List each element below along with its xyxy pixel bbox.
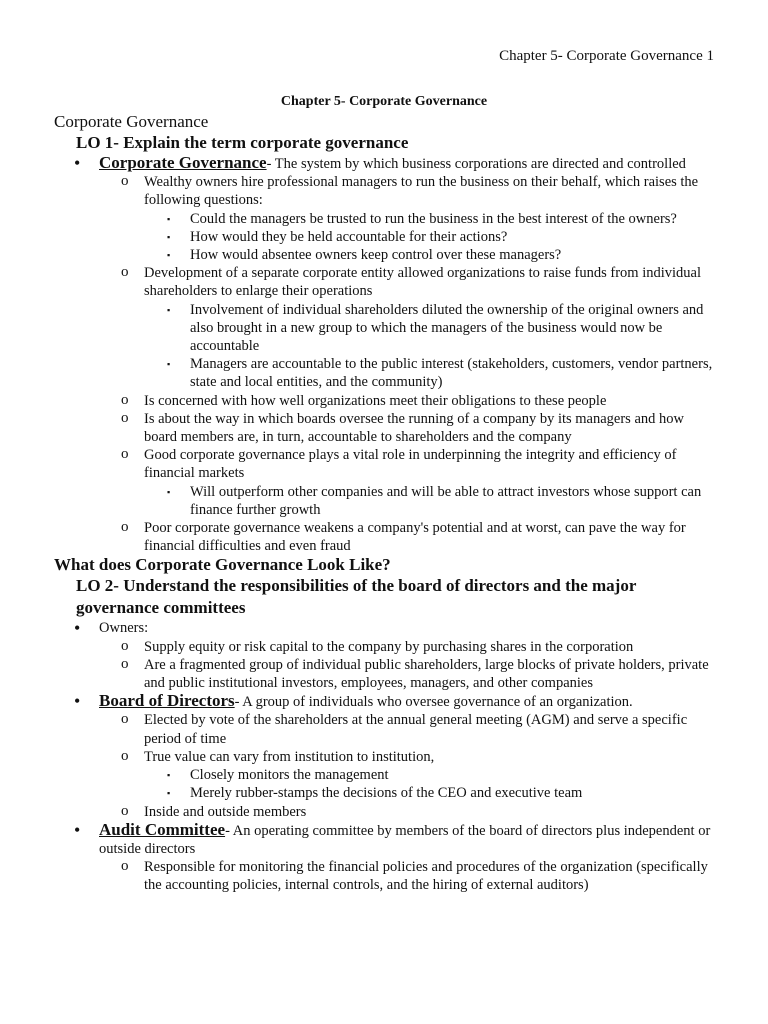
sub-sub-bullet-item	[54, 483, 714, 519]
sub-sub-bullet-item	[54, 301, 714, 356]
item-text: Supply equity or risk capital to the company by purchasing shares in the corporation	[144, 638, 634, 655]
circle-bullet-icon: o	[121, 858, 129, 875]
item-text: - The system by which business corporations are directed and controlled	[266, 156, 686, 172]
sub-sub-bullet-item	[54, 246, 714, 264]
item-text: Poor corporate governance weakens a company's potential and at worst, can pave the way for financial difficulties and even fraud	[144, 520, 686, 555]
item-text: True value can vary from institution to institution,	[144, 748, 435, 765]
item-text: Managers are accountable to the public interest (stakeholders, customers, vendor partners, state and local entities, and the community)	[190, 356, 713, 391]
item-text: Inside and outside members	[144, 803, 307, 820]
item-text: How would they be held accountable for their actions?	[190, 228, 508, 245]
circle-bullet-icon: o	[121, 173, 129, 190]
item-text: Development of a separate corporate entity allowed organizations to raise funds from individual shareholders to enlarge their operations	[144, 265, 701, 300]
sub-sub-bullet-item	[54, 784, 714, 802]
item-text: How would absentee owners keep control over these managers?	[190, 247, 562, 264]
item-text: - An operating committee by members of the board of directors plus independent or outside directors	[99, 822, 711, 857]
circle-bullet-icon: o	[121, 264, 129, 281]
bullet-icon: •	[74, 819, 81, 840]
learning-objective-heading: LO 2- Understand the responsibilities of the board of directors and the major governance committees	[76, 576, 637, 618]
learning-objective-heading: LO 1- Explain the term corporate governance	[76, 133, 409, 152]
document-body	[54, 112, 714, 895]
sub-sub-bullet-item	[54, 355, 714, 391]
bullet-item	[54, 619, 714, 637]
defined-term: Audit Committee	[99, 819, 226, 839]
bullet-item	[54, 692, 714, 711]
item-text: - A group of individuals who oversee governance of an organization.	[234, 694, 633, 711]
bullet-item	[54, 154, 714, 173]
circle-bullet-icon: o	[121, 446, 129, 463]
circle-bullet-icon: o	[121, 409, 129, 426]
sub-bullet-item	[54, 173, 714, 209]
square-bullet-icon: ▪	[167, 788, 171, 799]
circle-bullet-icon: o	[121, 747, 129, 764]
bullet-icon: •	[74, 691, 81, 712]
sub-bullet-item	[54, 638, 714, 656]
item-text: Is concerned with how well organizations meet their obligations to these people	[144, 392, 607, 409]
item-text: Owners:	[99, 620, 149, 637]
bullet-icon: •	[74, 618, 81, 639]
item-text: Closely monitors the management	[190, 767, 389, 784]
square-bullet-icon: ▪	[167, 250, 171, 261]
circle-bullet-icon: o	[121, 802, 129, 819]
square-bullet-icon: ▪	[167, 486, 171, 497]
bullet-icon: •	[74, 153, 81, 173]
sub-sub-bullet-item	[54, 228, 714, 246]
item-text: Elected by vote of the shareholders at the annual general meeting (AGM) and serve a specific period of time	[144, 712, 688, 747]
circle-bullet-icon: o	[121, 391, 129, 408]
defined-term: Board of Directors	[99, 691, 235, 711]
defined-term: Corporate Governance	[99, 153, 267, 172]
sub-bullet-item	[54, 656, 714, 692]
sub-bullet-item	[54, 392, 714, 410]
circle-bullet-icon: o	[121, 637, 129, 654]
sub-bullet-item	[54, 711, 714, 747]
sub-bullet-item	[54, 446, 714, 482]
item-text: Responsible for monitoring the financial policies and procedures of the organization (specifically the accounting policies, internal controls, and the hiring of external auditors)	[144, 859, 708, 894]
item-text: Involvement of individual shareholders diluted the ownership of the original owners and also brought in a new group to which the managers of the business would now be accountable	[190, 301, 704, 355]
sub-bullet-item	[54, 748, 714, 766]
item-text: Are a fragmented group of individual public shareholders, large blocks of private holders, private and public institutional investors, employees, managers, and other companies	[144, 656, 709, 692]
square-bullet-icon: ▪	[167, 770, 171, 781]
item-text: Is about the way in which boards oversee the running of a company by its managers and how board members are, in turn, accountable to shareholders and the company	[144, 410, 684, 446]
item-text: Good corporate governance plays a vital role in underpinning the integrity and efficiency of financial markets	[144, 447, 677, 482]
square-bullet-icon: ▪	[167, 359, 171, 370]
item-text: Could the managers be trusted to run the business in the best interest of the owners?	[190, 210, 677, 227]
item-text: Wealthy owners hire professional managers to run the business on their behalf, which raises the following questions:	[144, 174, 699, 209]
circle-bullet-icon: o	[121, 655, 129, 672]
sub-bullet-item	[54, 803, 714, 821]
sub-bullet-item	[54, 264, 714, 300]
sub-sub-bullet-item	[54, 210, 714, 228]
sub-bullet-item	[54, 410, 714, 446]
item-text: Will outperform other companies and will be able to attract investors whose support can finance further growth	[190, 483, 702, 518]
bullet-item	[54, 821, 714, 858]
section-heading: Corporate Governance	[54, 112, 209, 131]
circle-bullet-icon: o	[121, 711, 129, 728]
section-heading: What does Corporate Governance Look Like?	[54, 555, 391, 575]
square-bullet-icon: ▪	[167, 231, 171, 242]
sub-sub-bullet-item	[54, 766, 714, 784]
square-bullet-icon: ▪	[167, 304, 171, 315]
sub-bullet-item	[54, 519, 714, 555]
sub-bullet-item	[54, 858, 714, 894]
item-text: Merely rubber-stamps the decisions of the CEO and executive team	[190, 785, 583, 802]
running-head: Chapter 5- Corporate Governance 1	[499, 48, 714, 64]
page-title: Chapter 5- Corporate Governance	[280, 94, 488, 109]
square-bullet-icon: ▪	[167, 213, 171, 224]
circle-bullet-icon: o	[121, 519, 129, 536]
